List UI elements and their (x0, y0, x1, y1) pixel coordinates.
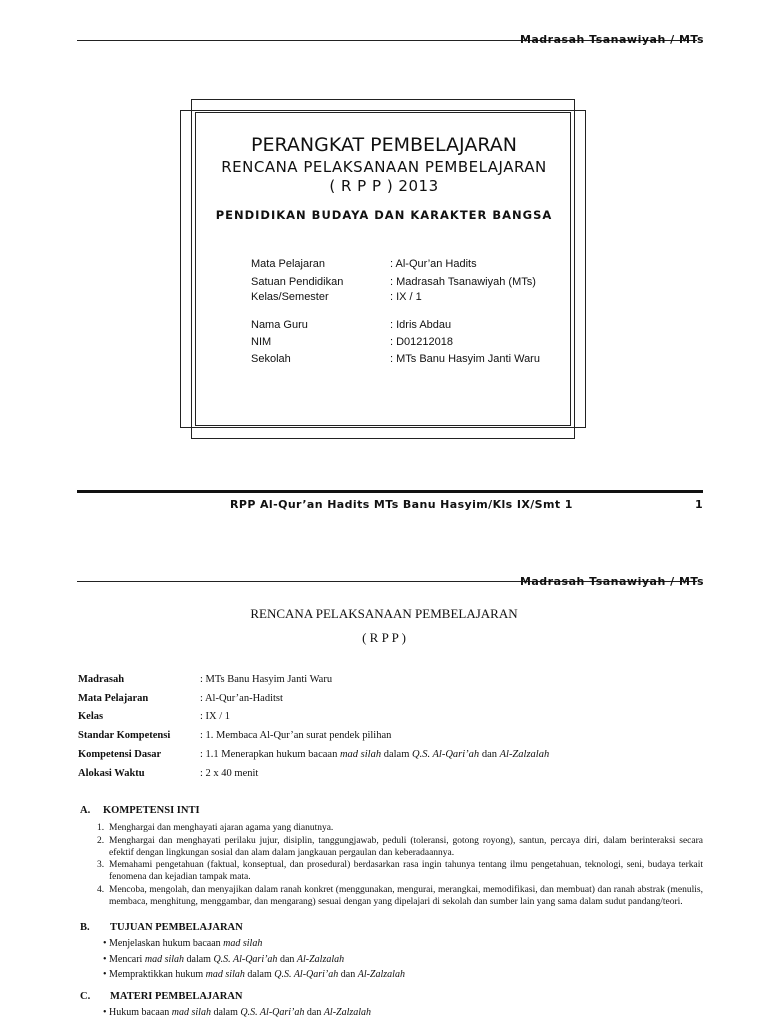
footer-rule (77, 490, 703, 493)
section-a-letter: A. (80, 805, 91, 816)
info-label: Nama Guru (251, 319, 308, 331)
cover-theme: PENDIDIKAN BUDAYA DAN KARAKTER BANGSA (215, 208, 553, 222)
info-label: Mata Pelajaran (251, 258, 325, 270)
page2-header: Madrasah Tsanawiyah / MTs (519, 575, 704, 588)
info-label: Satuan Pendidikan (251, 276, 344, 288)
list-item: • Mencari mad silah dalam Q.S. Al-Qari’ah dan Al-Zalzalah (103, 954, 345, 965)
list-item: • Mempraktikkan hukum mad silah dalam Q.S. Al-Qari’ah dan Al-Zalzalah (103, 969, 405, 980)
info-label: Kelas/Semester (251, 291, 329, 303)
meta-value: : Al-Qur’an-Haditst (200, 693, 283, 704)
meta-value: : IX / 1 (200, 711, 231, 722)
section-a-title: KOMPETENSI INTI (103, 805, 200, 816)
meta-label: Madrasah (78, 674, 125, 685)
meta-label: Mata Pelajaran (78, 693, 149, 704)
list-item: • Hukum bacaan mad silah dalam Q.S. Al-Qari’ah dan Al-Zalzalah (103, 1007, 372, 1018)
info-value: : IX / 1 (390, 291, 422, 303)
page1-footer: RPP Al-Qur’an Hadits MTs Banu Hasyim/Kls IX/Smt 1 (230, 498, 573, 511)
meta-label: Kompetensi Dasar (78, 749, 162, 760)
rpp-title: RENCANA PELAKSANAAN PEMBELAJARAN (250, 606, 518, 621)
info-value: : Al-Qur’an Hadits (390, 258, 477, 270)
rpp-subtitle: ( R P P ) (362, 630, 406, 645)
meta-value: : 2 x 40 menit (200, 768, 259, 779)
meta-label: Kelas (78, 711, 104, 722)
section-b-letter: B. (80, 922, 90, 933)
info-label: NIM (251, 336, 272, 348)
cover-title: PERANGKAT PEMBELAJARAN (251, 134, 517, 156)
info-value: : Idris Abdau (390, 319, 452, 331)
cover-subtitle-year: ( R P P ) 2013 (329, 177, 439, 195)
section-c-letter: C. (80, 991, 91, 1002)
cover-subtitle: RENCANA PELAKSANAAN PEMBELAJARAN (221, 158, 547, 176)
meta-value: : 1.1 Menerapkan hukum bacaan mad silah dalam Q.S. Al-Qari’ah dan Al-Zalzalah (200, 749, 550, 760)
info-label: Sekolah (251, 353, 291, 365)
meta-label: Standar Kompetensi (78, 730, 171, 741)
info-value: : MTs Banu Hasyim Janti Waru (390, 353, 540, 365)
section-c-title: MATERI PEMBELAJARAN (110, 991, 243, 1002)
page1-header: Madrasah Tsanawiyah / MTs (519, 33, 704, 46)
list-item: • Menjelaskan hukum bacaan mad silah (103, 938, 263, 949)
meta-value: : MTs Banu Hasyim Janti Waru (200, 674, 333, 685)
meta-value: : 1. Membaca Al-Qur’an surat pendek pilihan (200, 730, 392, 741)
info-value: : Madrasah Tsanawiyah (MTs) (390, 276, 536, 288)
section-b-title: TUJUAN PEMBELAJARAN (110, 922, 243, 933)
meta-label: Alokasi Waktu (78, 768, 145, 779)
info-value: : D01212018 (390, 336, 453, 348)
page-number: 1 (695, 498, 704, 511)
